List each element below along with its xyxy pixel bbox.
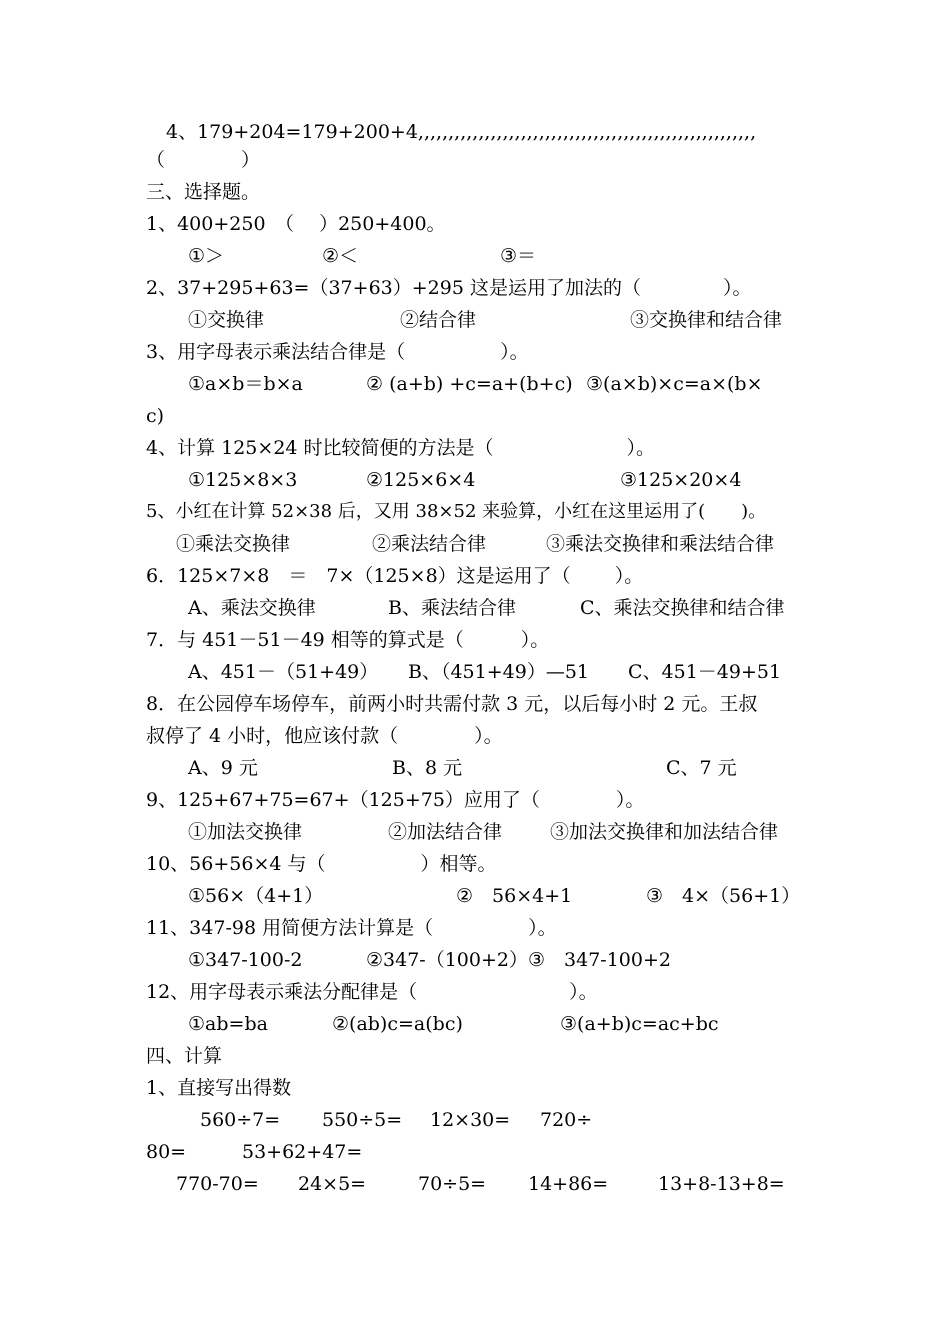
calc-item: 53+62+47= <box>242 1141 363 1163</box>
question-7: 7．与 451－51－49 相等的算式是（ ）。 <box>146 629 550 651</box>
question-7-option-c: C、451－49+51 <box>628 661 782 683</box>
question-10-option-2: ② 56×4+1 <box>456 885 573 907</box>
question-11-option-1: ①347-100-2 <box>188 949 303 971</box>
question-10-option-1: ①56×（4+1） <box>188 885 324 907</box>
question-1-option-3: ③＝ <box>500 245 537 267</box>
question-1: 1、400+250 （ ）250+400。 <box>146 213 446 235</box>
calc-item: 550÷5= <box>322 1109 403 1131</box>
question-2: 2、37+295+63=（37+63）+295 这是运用了加法的（ ）。 <box>146 277 752 299</box>
section-heading-choice: 三、选择题。 <box>146 181 261 203</box>
question-8-option-a: A、9 元 <box>188 757 258 779</box>
calc-item: 70÷5= <box>418 1173 487 1195</box>
question-3: 3、用字母表示乘法结合律是（ ）。 <box>146 341 529 363</box>
answer-blank: （ ） <box>146 149 261 171</box>
question-4-option-2: ②125×6×4 <box>366 469 476 491</box>
question-9: 9、125+67+75=67+（125+75）应用了（ ）。 <box>146 789 645 811</box>
calc-item: 12×30= <box>430 1109 511 1131</box>
question-5-option-3: ③乘法交换律和乘法结合律 <box>546 533 775 555</box>
question-7-option-b: B、（451+49）—51 <box>408 661 590 683</box>
question-10-option-3: ③ 4×（56+1） <box>646 885 801 907</box>
question-4-option-1: ①125×8×3 <box>188 469 298 491</box>
question-9-option-1: ①加法交换律 <box>188 821 303 843</box>
question-10: 10、56+56×4 与（ ）相等。 <box>146 853 497 875</box>
calc-item: 770-70= <box>176 1173 259 1195</box>
question-6-option-c: C、乘法交换律和结合律 <box>580 597 785 619</box>
calc-subheading: 1、直接写出得数 <box>146 1077 292 1099</box>
question-3-option-2: ② (a+b) +c=a+(b+c) <box>366 373 573 395</box>
question-8: 8．在公园停车场停车，前两小时共需付款 3 元，以后每小时 2 元。王叔 <box>146 693 758 715</box>
question-4: 4、计算 125×24 时比较简便的方法是（ ）。 <box>146 437 656 459</box>
question-2-option-3: ③交换律和结合律 <box>630 309 783 331</box>
section-heading-calculation: 四、计算 <box>146 1045 223 1067</box>
question-12-option-2: ②(ab)c=a(bc) <box>332 1013 463 1035</box>
calc-item: 14+86= <box>528 1173 609 1195</box>
question-4-option-3: ③125×20×4 <box>620 469 742 491</box>
question-3-option-3-continued: c) <box>146 405 165 427</box>
question-11-options-2-3: ②347-（100+2）③ 347-100+2 <box>366 949 671 971</box>
question-1-option-2: ②＜ <box>322 245 359 267</box>
question-5-option-2: ②乘法结合律 <box>372 533 487 555</box>
question-6-option-a: A、乘法交换律 <box>188 597 316 619</box>
question-8-continued: 叔停了 4 小时，他应该付款（ ）。 <box>146 725 503 747</box>
question-8-option-c: C、7 元 <box>666 757 737 779</box>
question-6: 6．125×7×8 ＝ 7×（125×8）这是运用了（ ）。 <box>146 565 644 587</box>
question-12-option-3: ③(a+b)c=ac+bc <box>560 1013 719 1035</box>
true-false-item-4: 4、179+204=179+200+4,,,,,,,,,,,,,,,,,,,,,,,,,,,,,,,,,,,,,,,,,,,,,,,,,,,,,,,, <box>166 121 757 143</box>
question-11: 11、347-98 用简便方法计算是（ ）。 <box>146 917 557 939</box>
question-1-option-1: ①＞ <box>188 245 225 267</box>
question-7-option-a: A、451－（51+49） <box>188 661 379 683</box>
question-2-option-1: ①交换律 <box>188 309 265 331</box>
calc-item-continued: 80= <box>146 1141 187 1163</box>
question-6-option-b: B、乘法结合律 <box>388 597 516 619</box>
calc-item: 720÷ <box>540 1109 593 1131</box>
question-8-option-b: B、8 元 <box>392 757 463 779</box>
calc-item: 560÷7= <box>200 1109 281 1131</box>
question-12-option-1: ①ab=ba <box>188 1013 268 1035</box>
question-3-option-1: ①a×b＝b×a <box>188 373 303 395</box>
question-12: 12、用字母表示乘法分配律是（ ）。 <box>146 981 598 1003</box>
question-9-option-2: ②加法结合律 <box>388 821 503 843</box>
question-3-option-3: ③(a×b)×c=a×(b× <box>586 373 763 395</box>
calc-item: 24×5= <box>298 1173 367 1195</box>
question-5-option-1: ①乘法交换律 <box>176 533 291 555</box>
question-2-option-2: ②结合律 <box>400 309 477 331</box>
calc-item: 13+8-13+8= <box>658 1173 785 1195</box>
question-5: 5、小红在计算 52×38 后，又用 38×52 来验算，小红在这里运用了( )。 <box>146 501 767 522</box>
question-9-option-3: ③加法交换律和加法结合律 <box>550 821 779 843</box>
